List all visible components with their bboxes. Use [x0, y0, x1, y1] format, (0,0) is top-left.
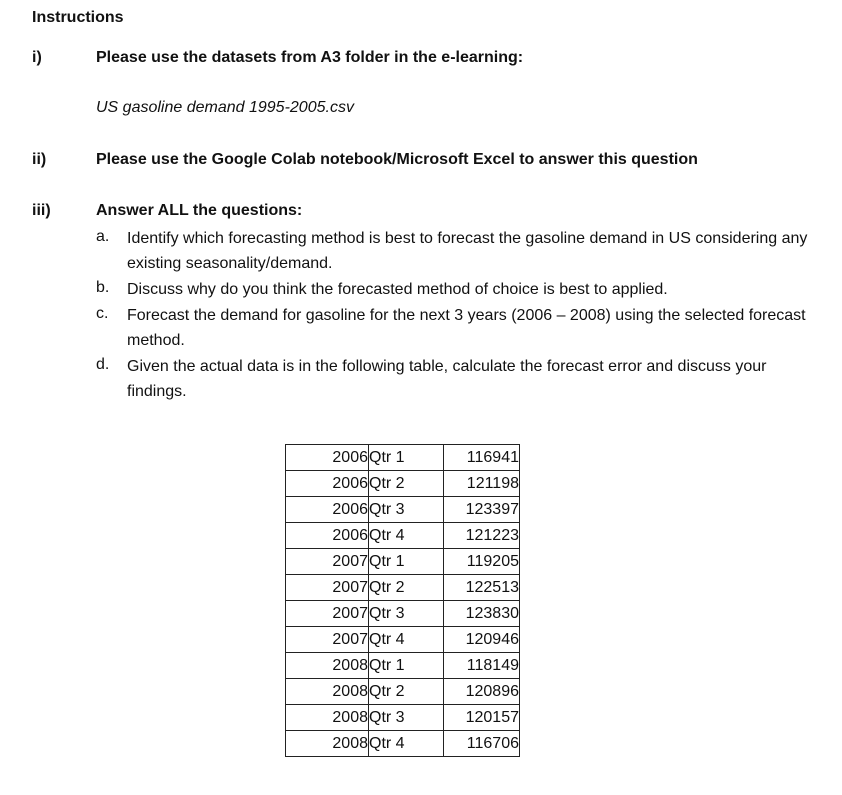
question-d-text: Given the actual data is in the following table, calculate the forecast error and discuss your findings. [127, 358, 767, 400]
section-heading-1: Please use the datasets from A3 folder in the e-learning: [96, 49, 524, 66]
quarter-cell: Qtr 3 [369, 497, 444, 523]
demand-value-cell: 121223 [444, 523, 520, 549]
demand-value-cell: 116941 [444, 445, 520, 471]
demand-value-cell: 122513 [444, 575, 520, 601]
quarter-cell: Qtr 2 [369, 471, 444, 497]
year-cell: 2006 [286, 523, 369, 549]
demand-value-cell: 118149 [444, 653, 520, 679]
section-numeral-2: ii) [32, 151, 47, 168]
table-row [286, 471, 520, 497]
table-row [286, 497, 520, 523]
quarter-cell: Qtr 1 [369, 653, 444, 679]
demand-value-cell: 120946 [444, 627, 520, 653]
quarter-cell: Qtr 1 [369, 445, 444, 471]
year-cell: 2006 [286, 497, 369, 523]
demand-value-cell: 119205 [444, 549, 520, 575]
table-row [286, 731, 520, 757]
quarter-cell: Qtr 1 [369, 549, 444, 575]
quarter-cell: Qtr 2 [369, 575, 444, 601]
section-heading-3: Answer ALL the questions: [96, 202, 303, 219]
demand-value-cell: 120896 [444, 679, 520, 705]
year-cell: 2007 [286, 627, 369, 653]
quarter-cell: Qtr 3 [369, 601, 444, 627]
year-cell: 2006 [286, 445, 369, 471]
quarter-cell: Qtr 3 [369, 705, 444, 731]
section-numeral-1: i) [32, 49, 42, 66]
question-c-text: Forecast the demand for gasoline for the next 3 years (2006 – 2008) using the selected forecast method. [127, 307, 806, 349]
table-row [286, 575, 520, 601]
demand-value-cell: 123397 [444, 497, 520, 523]
question-d-letter: d. [96, 356, 110, 373]
demand-value-cell: 121198 [444, 471, 520, 497]
quarter-cell: Qtr 4 [369, 731, 444, 757]
table-row [286, 653, 520, 679]
year-cell: 2007 [286, 601, 369, 627]
table-row [286, 679, 520, 705]
demand-value-cell: 116706 [444, 731, 520, 757]
question-b-letter: b. [96, 279, 110, 296]
table-row [286, 601, 520, 627]
year-cell: 2008 [286, 731, 369, 757]
year-cell: 2006 [286, 471, 369, 497]
table-row [286, 549, 520, 575]
quarter-cell: Qtr 2 [369, 679, 444, 705]
table-row [286, 705, 520, 731]
year-cell: 2007 [286, 549, 369, 575]
quarter-cell: Qtr 4 [369, 627, 444, 653]
year-cell: 2008 [286, 705, 369, 731]
year-cell: 2007 [286, 575, 369, 601]
year-cell: 2008 [286, 679, 369, 705]
quarter-cell: Qtr 4 [369, 523, 444, 549]
table-row [286, 523, 520, 549]
dataset-filename: US gasoline demand 1995-2005.csv [96, 99, 354, 116]
table-row [286, 627, 520, 653]
section-numeral-3: iii) [32, 202, 51, 219]
table-row [286, 445, 520, 471]
question-a-text: Identify which forecasting method is best to forecast the gasoline demand in US considering any existing seasonality/demand. [127, 230, 808, 272]
section-heading-2: Please use the Google Colab notebook/Microsoft Excel to answer this question [96, 151, 698, 168]
year-cell: 2008 [286, 653, 369, 679]
actual-demand-table [285, 444, 520, 757]
page-title: Instructions [32, 9, 124, 26]
question-a-letter: a. [96, 228, 110, 245]
demand-value-cell: 123830 [444, 601, 520, 627]
demand-value-cell: 120157 [444, 705, 520, 731]
question-b-text: Discuss why do you think the forecasted method of choice is best to applied. [127, 281, 668, 298]
question-c-letter: c. [96, 305, 109, 322]
